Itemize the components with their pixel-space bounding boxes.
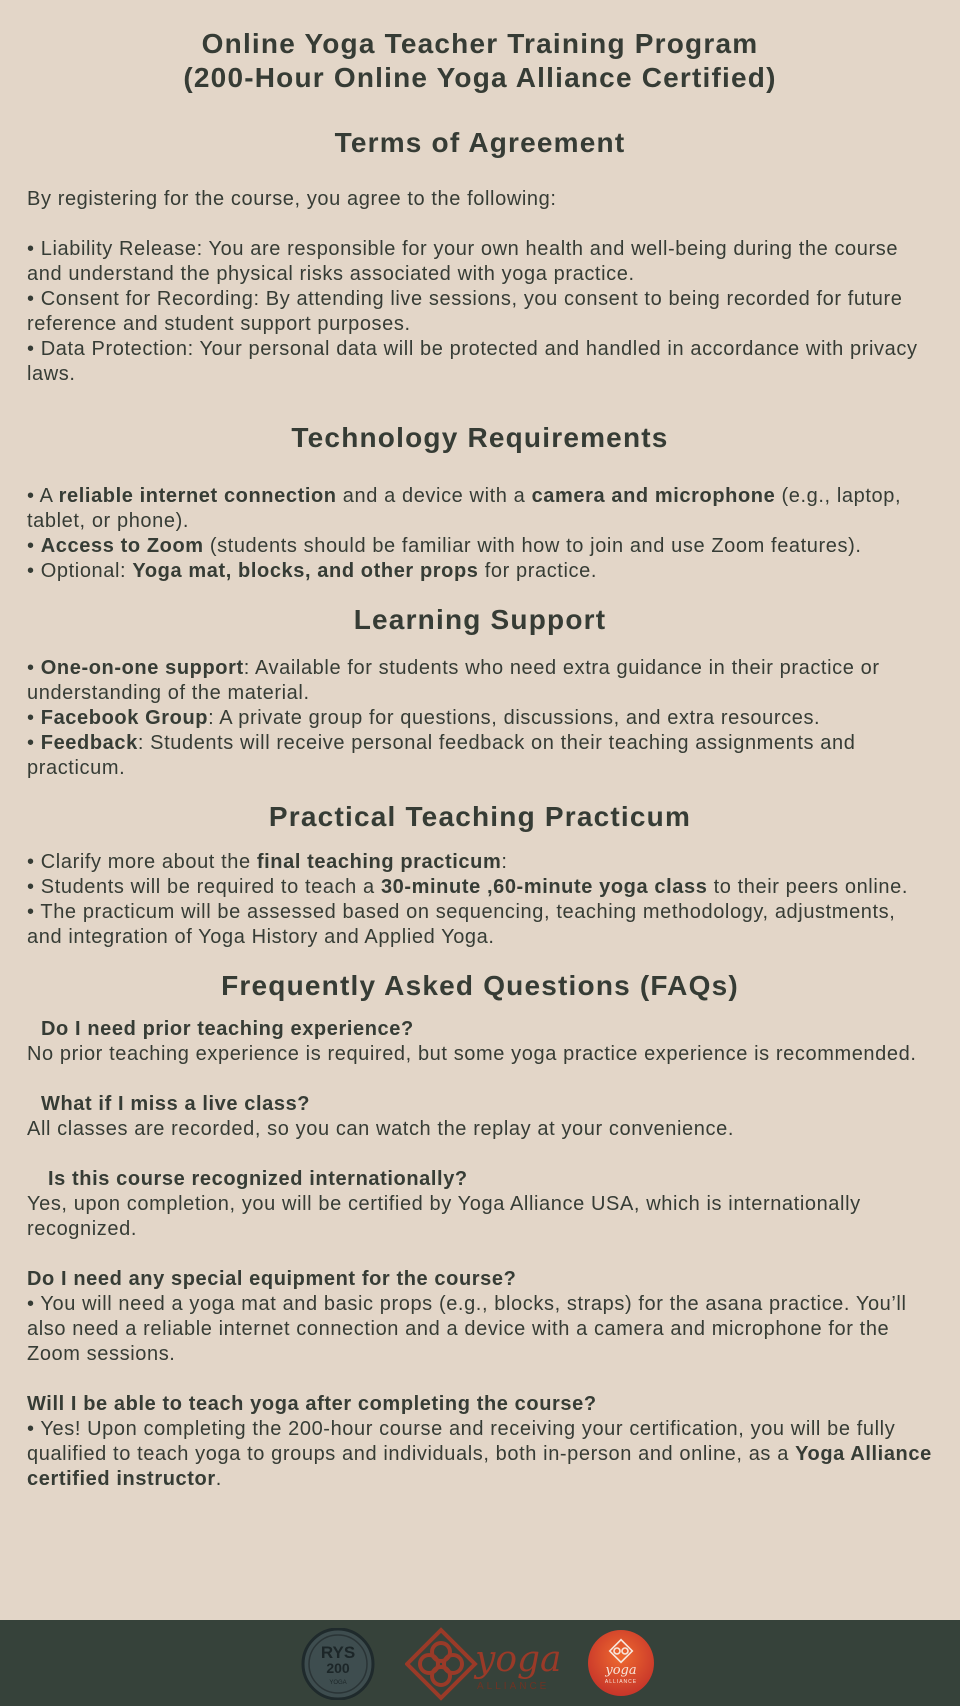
- rys-200-seal-icon: [298, 1628, 378, 1700]
- support-item-facebook: [27, 706, 933, 731]
- text: • Students will be required to teach a: [27, 876, 381, 898]
- text: : A private group for questions, discussions, and extra resources.: [208, 707, 821, 729]
- rys-yoga-label: YOGA: [329, 1680, 347, 1686]
- support-item-feedback: [27, 731, 933, 781]
- terms-item-liability: • Liability Release: You are responsible for your own health and well-being during the course and understand the physical risks associated with yoga practice.: [27, 238, 899, 285]
- text: •: [27, 732, 41, 754]
- faq-question: Do I need any special equipment for the course?: [27, 1268, 517, 1290]
- brand-sub: ALLIANCE: [477, 1681, 550, 1692]
- faq-question: Do I need prior teaching experience?: [41, 1018, 414, 1040]
- text: :: [501, 851, 508, 873]
- tech-item-zoom: [27, 534, 933, 559]
- bold-text: reliable internet connection: [58, 485, 337, 507]
- faq-question: What if I miss a live class?: [41, 1093, 311, 1115]
- badge-sub: ALLIANCE: [604, 1679, 638, 1685]
- practicum-item-teach: [27, 875, 933, 900]
- practicum-item-assessed: • The practicum will be assessed based on sequencing, teaching methodology, adjustments, and integration of Yoga History and Applied Yoga.: [27, 901, 896, 948]
- terms-item-recording: • Consent for Recording: By attending live sessions, you consent to being recorded for future reference and student support purposes.: [27, 288, 903, 335]
- bold-text: Yoga Alliance certified instructor: [27, 1443, 932, 1490]
- faq-heading: Frequently Asked Questions (FAQs): [221, 970, 739, 1001]
- bold-text: Yoga mat, blocks, and other props: [132, 560, 479, 582]
- text: (students should be familiar with how to join and use Zoom features).: [203, 535, 862, 557]
- bold-text: camera and microphone: [531, 485, 776, 507]
- text: • Clarify more about the: [27, 851, 257, 873]
- text: •: [27, 707, 41, 729]
- rys-label: RYS: [320, 1643, 356, 1662]
- text: • Yes! Upon completing the 200-hour course and receiving your certification, you will be fully qualified to teach yoga to groups and individuals, both in-person and online, as a: [27, 1418, 896, 1465]
- bold-text: Access to Zoom: [40, 535, 204, 557]
- faq-question: Is this course recognized internationally?: [48, 1168, 468, 1190]
- page-title: [27, 0, 933, 95]
- rys-number: 200: [326, 1660, 350, 1676]
- terms-item-data: • Data Protection: Your personal data will be protected and handled in accordance with privacy laws.: [27, 338, 918, 385]
- text: : Students will receive personal feedback on their teaching assignments and practicum.: [27, 732, 856, 779]
- text: •: [27, 657, 41, 679]
- page-title-line-1: Online Yoga Teacher Training Program: [201, 28, 759, 59]
- practicum-item-clarify: [27, 850, 933, 875]
- text: for practice.: [478, 560, 597, 582]
- faq-answer: Yes, upon completion, you will be certified by Yoga Alliance USA, which is internationally recognized.: [27, 1193, 861, 1240]
- yoga-alliance-badge-icon: [587, 1629, 655, 1697]
- tech-heading: Technology Requirements: [291, 422, 669, 453]
- text: : Available for students who need extra guidance in their practice or understanding of the material.: [27, 657, 880, 704]
- bold-text: One-on-one support: [40, 657, 244, 679]
- bold-text: 30-minute ,60-minute yoga class: [380, 876, 708, 898]
- terms-heading: Terms of Agreement: [334, 127, 626, 158]
- bold-text: Feedback: [40, 732, 138, 754]
- faq-question: Will I be able to teach yoga after completing the course?: [27, 1393, 597, 1415]
- lotus-knot-icon: [407, 1630, 475, 1698]
- badge-word: yoga: [605, 1663, 637, 1678]
- text: .: [215, 1468, 222, 1490]
- text: to their peers online.: [707, 876, 908, 898]
- bold-text: final teaching practicum: [256, 851, 502, 873]
- text: • A: [27, 485, 59, 507]
- page-title-line-2: (200-Hour Online Yoga Alliance Certified): [183, 62, 777, 93]
- faq-answer: • You will need a yoga mat and basic props (e.g., blocks, straps) for the asana practice. You’ll also need a reliable internet connection and a device with a camera and microphone for the Zoom sessions.: [27, 1293, 907, 1365]
- text: • Optional:: [27, 560, 133, 582]
- brand-word: yoga: [475, 1639, 562, 1680]
- tech-item-props: [27, 559, 933, 584]
- footer: [0, 1620, 960, 1706]
- faq-answer: All classes are recorded, so you can watch the replay at your convenience.: [27, 1118, 734, 1140]
- support-heading: Learning Support: [353, 604, 607, 635]
- text: •: [27, 535, 41, 557]
- text: and a device with a: [336, 485, 532, 507]
- support-item-one-on-one: [27, 656, 933, 706]
- text: (e.g., laptop, tablet, or phone).: [27, 485, 902, 532]
- bold-text: Facebook Group: [40, 707, 209, 729]
- terms-intro: By registering for the course, you agree to the following:: [27, 188, 557, 210]
- faq-answer: No prior teaching experience is required, but some yoga practice experience is recommended.: [27, 1043, 917, 1065]
- tech-item-internet: [27, 484, 933, 534]
- practicum-heading: Practical Teaching Practicum: [268, 801, 692, 832]
- yoga-alliance-logo: [405, 1627, 575, 1701]
- faq-answer: [27, 1417, 933, 1492]
